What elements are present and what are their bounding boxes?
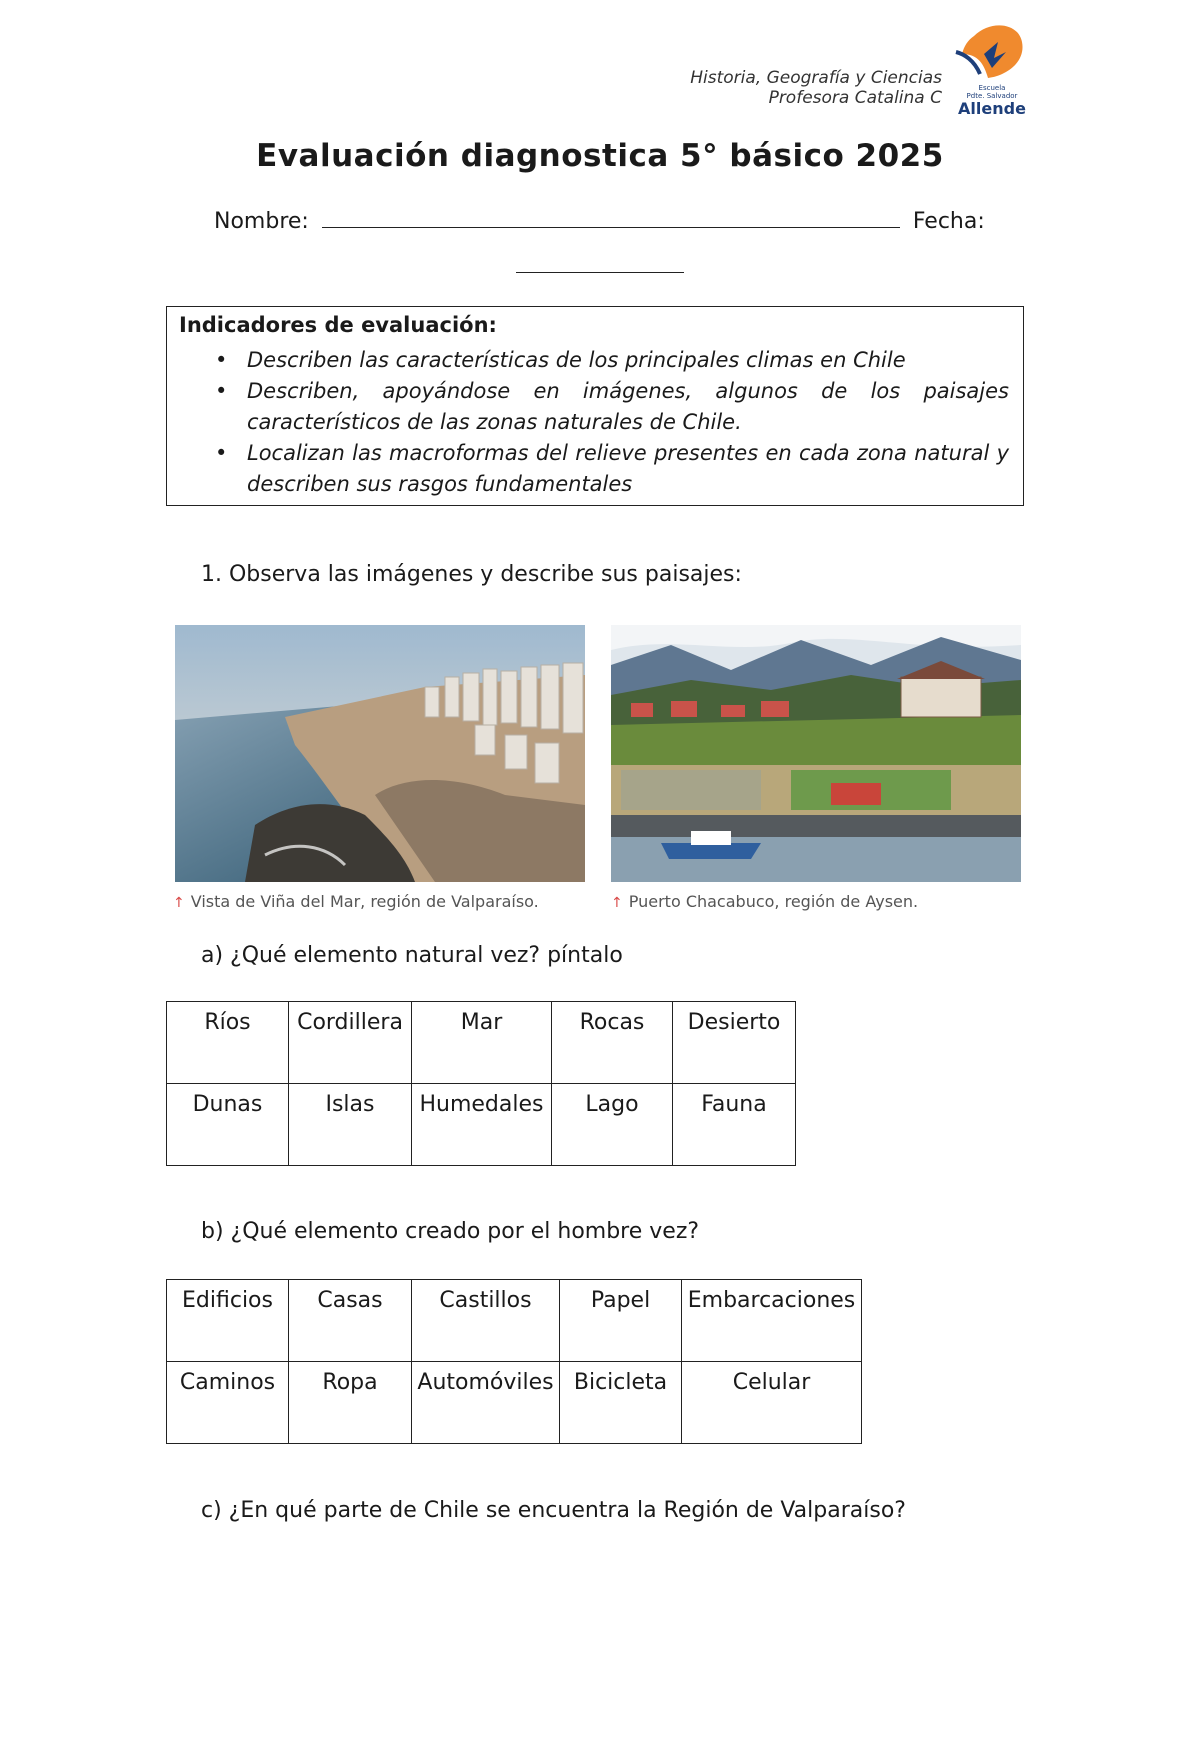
table-cell[interactable]: Caminos [167, 1362, 289, 1444]
table-cell[interactable]: Edificios [167, 1280, 289, 1362]
name-field[interactable] [322, 227, 900, 228]
table-row [167, 1002, 796, 1084]
table-cell[interactable]: Celular [682, 1362, 862, 1444]
photo-puerto-chacabuco [611, 625, 1021, 882]
table-cell[interactable]: Cordillera [289, 1002, 412, 1084]
name-label: Nombre: [214, 209, 309, 234]
date-label: Fecha: [912, 209, 985, 234]
question-b: b) ¿Qué elemento creado por el hombre vez? [201, 1219, 700, 1244]
caption-photo-2: ↑ Puerto Chacabuco, región de Aysen. [611, 892, 919, 911]
header-subject-text [690, 68, 942, 108]
arrow-up-icon: ↑ [611, 895, 623, 911]
bullet-icon: • [215, 441, 228, 465]
table-cell[interactable]: Ríos [167, 1002, 289, 1084]
logo-small-2: Pdte. Salvador [966, 92, 1018, 100]
question-1: 1. Observa las imágenes y describe sus paisajes: [201, 562, 742, 587]
table-cell[interactable]: Fauna [673, 1084, 796, 1166]
table-cell[interactable]: Casas [289, 1280, 412, 1362]
natural-elements-table [166, 1001, 796, 1166]
table-row [167, 1084, 796, 1166]
logo-name: Allende [958, 99, 1026, 118]
bullet-icon: • [215, 379, 228, 403]
page-title: Evaluación diagnostica 5° básico 2025 [256, 138, 944, 174]
table-cell[interactable]: Ropa [289, 1362, 412, 1444]
arrow-up-icon: ↑ [173, 895, 185, 911]
question-a: a) ¿Qué elemento natural vez? píntalo [201, 943, 623, 968]
photo-vina-del-mar [175, 625, 585, 882]
name-date-row [214, 209, 985, 234]
table-cell[interactable]: Embarcaciones [682, 1280, 862, 1362]
header-line-2: Profesora Catalina C [768, 88, 942, 108]
indicators-heading: Indicadores de evaluación: [179, 313, 497, 337]
indicators-box [166, 306, 1024, 506]
caption-photo-1: ↑ Vista de Viña del Mar, región de Valparaíso. [173, 892, 539, 911]
indicator-item: • Describen las características de los principales climas en Chile [179, 345, 1009, 376]
table-row [167, 1362, 862, 1444]
table-cell[interactable]: Dunas [167, 1084, 289, 1166]
school-logo-text [956, 84, 1028, 118]
table-cell[interactable]: Rocas [552, 1002, 673, 1084]
table-row [167, 1280, 862, 1362]
table-cell[interactable]: Automóviles [412, 1362, 560, 1444]
date-field[interactable] [516, 272, 684, 273]
human-elements-table [166, 1279, 862, 1444]
table-cell[interactable]: Desierto [673, 1002, 796, 1084]
table-cell[interactable]: Bicicleta [560, 1362, 682, 1444]
indicator-item: • Localizan las macroformas del relieve presentes en cada zona natural y describen sus rasgos fundamentales [179, 438, 1009, 500]
logo-small-1: Escuela [978, 84, 1006, 92]
bullet-icon: • [215, 348, 228, 372]
indicators-list [179, 345, 1009, 500]
question-c: c) ¿En qué parte de Chile se encuentra la Región de Valparaíso? [201, 1498, 906, 1523]
table-cell[interactable]: Mar [412, 1002, 552, 1084]
table-cell[interactable]: Papel [560, 1280, 682, 1362]
table-cell[interactable]: Islas [289, 1084, 412, 1166]
indicator-item: • Describen, apoyándose en imágenes, algunos de los paisajes característicos de las zonas naturales de Chile. [179, 376, 1009, 438]
table-cell[interactable]: Lago [552, 1084, 673, 1166]
table-cell[interactable]: Castillos [412, 1280, 560, 1362]
header-line-1: Historia, Geografía y Ciencias [690, 68, 942, 88]
table-cell[interactable]: Humedales [412, 1084, 552, 1166]
